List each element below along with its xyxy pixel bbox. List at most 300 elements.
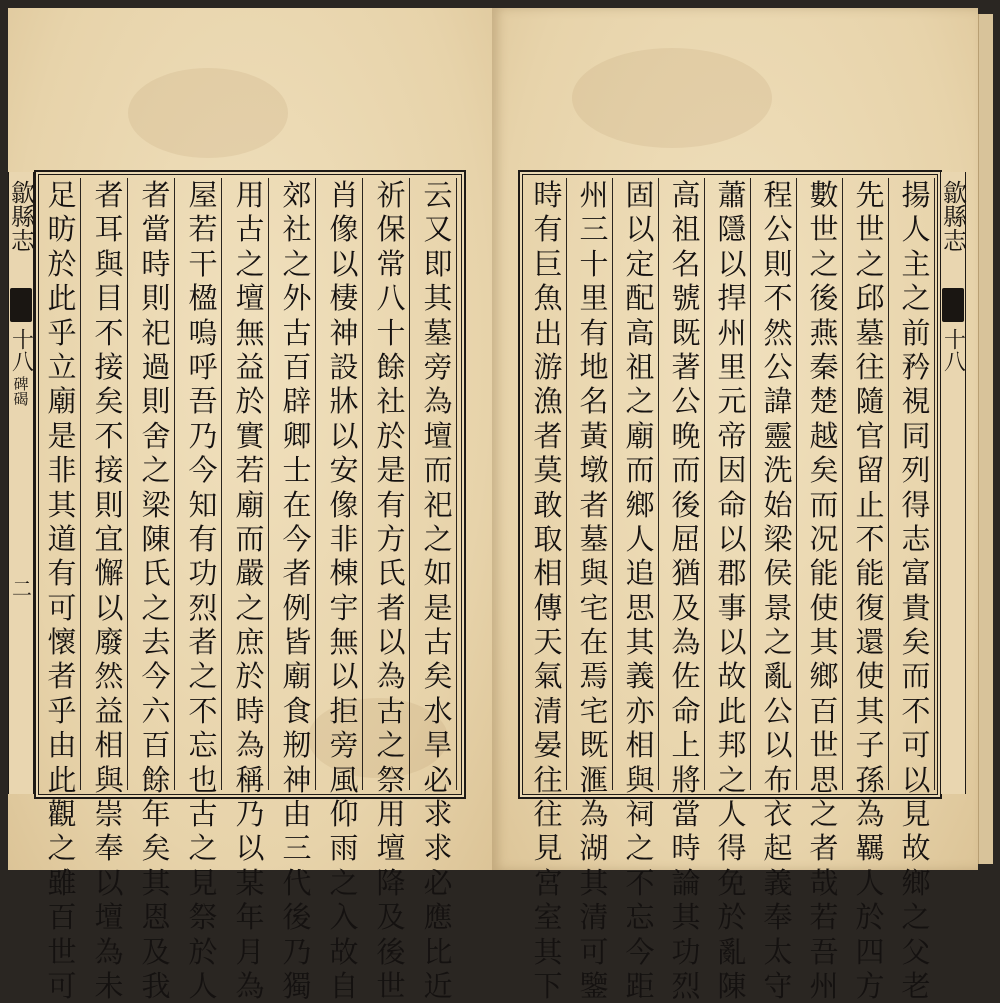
text-character: 留 [855,453,885,488]
text-character: 矣 [901,625,931,660]
text-character: 子 [855,728,885,763]
text-character: 旁 [423,349,453,384]
text-character: 其 [533,934,563,969]
text-column [138,178,175,1003]
text-character: 我 [141,968,171,1003]
text-character: 者 [141,178,171,212]
text-column [668,178,705,1003]
text-character: 先 [855,178,885,212]
text-character: 守 [763,968,793,1003]
text-character: 鄉 [809,659,839,694]
text-character: 則 [94,487,124,522]
text-character: 益 [235,349,265,384]
text-character: 宇 [329,590,359,625]
text-character: 布 [763,762,793,797]
text-character: 者 [188,625,218,660]
text-character: 及 [376,900,406,935]
text-character: 廟 [47,384,77,419]
text-character: 復 [855,590,885,625]
text-character: 名 [579,384,609,419]
text-character: 入 [329,900,359,935]
text-character: 追 [625,556,655,591]
text-character: 不 [94,418,124,453]
text-column [622,178,659,1003]
text-character: 安 [329,453,359,488]
text-character: 氣 [533,659,563,694]
text-character: 莫 [533,453,563,488]
text-character: 肖 [329,178,359,212]
text-character: 以 [376,625,406,660]
text-character: 老 [901,968,931,1003]
text-character: 自 [329,968,359,1003]
text-character: 之 [141,590,171,625]
text-character: 捍 [717,281,747,316]
text-character: 四 [855,934,885,969]
text-character: 必 [423,762,453,797]
text-character: 不 [625,865,655,900]
text-character: 某 [235,865,265,900]
text-character: 後 [376,934,406,969]
text-character: 乃 [235,797,265,832]
text-character: 方 [376,521,406,556]
text-character: 墓 [855,315,885,350]
text-character: 高 [625,315,655,350]
text-character: 邦 [717,728,747,763]
text-character: 宜 [94,521,124,556]
text-character: 不 [901,693,931,728]
text-character: 拒 [329,693,359,728]
text-character: 與 [94,246,124,281]
text-character: 之 [763,625,793,660]
text-character: 既 [579,728,609,763]
text-character: 其 [671,900,701,935]
text-character: 壇 [94,900,124,935]
text-character: 梁 [141,487,171,522]
text-character: 於 [717,900,747,935]
text-character: 羈 [855,831,885,866]
text-character: 無 [329,625,359,660]
text-character: 氏 [141,556,171,591]
text-character: 若 [188,212,218,247]
text-character: 則 [141,281,171,316]
text-character: 無 [235,315,265,350]
text-character: 世 [47,934,77,969]
text-character: 墓 [579,521,609,556]
text-character: 義 [763,865,793,900]
text-character: 其 [47,487,77,522]
text-character: 室 [533,900,563,935]
text-character: 由 [47,728,77,763]
text-character: 舍 [141,418,171,453]
text-character: 為 [235,728,265,763]
text-character: 後 [809,281,839,316]
text-character: 神 [329,315,359,350]
text-character: 游 [533,349,563,384]
text-character: 乃 [282,934,312,969]
text-character: 其 [141,865,171,900]
text-character: 今 [188,453,218,488]
text-character: 祠 [625,797,655,832]
text-column [326,178,363,1003]
text-character: 者 [282,556,312,591]
text-character: 百 [809,693,839,728]
right-text-block [518,170,942,1003]
text-character: 隨 [855,384,885,419]
text-character: 百 [282,349,312,384]
text-character: 道 [47,521,77,556]
text-character: 皆 [282,625,312,660]
text-character: 仰 [329,797,359,832]
text-character: 是 [376,453,406,488]
text-character: 邱 [855,281,885,316]
text-character: 越 [809,418,839,453]
text-character: 既 [671,315,701,350]
text-character: 風 [329,762,359,797]
text-character: 奉 [763,900,793,935]
volume-number: 十八 [8,328,34,372]
text-character: 昉 [47,212,77,247]
text-character: 以 [763,728,793,763]
text-character: 為 [423,384,453,419]
text-character: 者 [47,659,77,694]
text-character: 而 [671,453,701,488]
text-character: 比 [423,934,453,969]
text-character: 此 [717,693,747,728]
text-character: 可 [47,590,77,625]
text-column [806,178,843,1003]
text-character: 過 [141,349,171,384]
text-character: 洗 [763,453,793,488]
text-character: 志 [901,521,931,556]
text-character: 湖 [579,831,609,866]
text-character: 定 [625,246,655,281]
text-character: 干 [188,246,218,281]
text-character: 人 [717,797,747,832]
text-character: 下 [533,968,563,1003]
text-column [232,178,269,1003]
text-character: 滙 [579,762,609,797]
text-character: 亦 [625,693,655,728]
text-character: 前 [901,315,931,350]
text-character: 猶 [671,556,701,591]
text-character: 後 [671,487,701,522]
text-column [279,178,316,1003]
text-column [714,178,751,1003]
text-character: 清 [579,900,609,935]
text-character: 鄉 [901,865,931,900]
text-character: 食 [282,693,312,728]
text-character: 其 [423,281,453,316]
text-character: 之 [235,590,265,625]
text-character: 黃 [579,418,609,453]
text-character: 方 [855,968,885,1003]
text-character: 必 [423,865,453,900]
text-character: 耳 [94,212,124,247]
page-edge [978,14,993,864]
text-character: 以 [901,762,931,797]
text-character: 矣 [809,453,839,488]
text-character: 魚 [533,281,563,316]
text-character: 十 [376,315,406,350]
text-character: 壇 [423,418,453,453]
text-character: 人 [855,865,885,900]
text-character: 公 [671,384,701,419]
text-character: 觀 [47,797,77,832]
text-character: 思 [809,762,839,797]
text-character: 降 [376,865,406,900]
text-character: 保 [376,212,406,247]
text-character: 始 [763,487,793,522]
text-character: 士 [282,453,312,488]
text-character: 古 [376,693,406,728]
text-character: 之 [329,865,359,900]
text-character: 論 [671,865,701,900]
text-character: 氏 [376,556,406,591]
text-character: 然 [763,315,793,350]
text-character: 當 [671,797,701,832]
text-character: 嚴 [235,556,265,591]
text-character: 雖 [47,865,77,900]
text-character: 宅 [579,590,609,625]
text-character: 人 [901,212,931,247]
text-character: 蕭 [717,178,747,212]
text-character: 剏 [282,728,312,763]
text-character: 墓 [423,315,453,350]
text-character: 楹 [188,281,218,316]
text-column [530,178,567,1003]
text-character: 其 [855,693,885,728]
text-character: 者 [533,418,563,453]
text-character: 壇 [376,831,406,866]
text-character: 矣 [141,831,171,866]
text-character: 往 [533,762,563,797]
text-character: 外 [282,281,312,316]
text-character: 名 [671,246,701,281]
text-character: 地 [579,349,609,384]
text-character: 時 [141,246,171,281]
text-column [185,178,222,1003]
text-character: 不 [94,315,124,350]
text-character: 旱 [423,728,453,763]
text-character: 是 [47,418,77,453]
text-character: 廟 [625,418,655,453]
text-character: 棲 [329,281,359,316]
text-character: 配 [625,281,655,316]
fish-tail-mark [942,288,964,322]
text-character: 今 [625,934,655,969]
text-character: 郡 [717,556,747,591]
text-character: 懷 [47,625,77,660]
text-character: 止 [855,487,885,522]
text-character: 宮 [533,865,563,900]
text-character: 廢 [94,625,124,660]
text-character: 父 [901,934,931,969]
text-character: 為 [855,797,885,832]
text-character: 之 [625,384,655,419]
text-character: 即 [423,246,453,281]
text-character: 世 [376,968,406,1003]
text-character: 鑒 [579,968,609,1003]
text-character: 嗚 [188,315,218,350]
text-character: 求 [423,797,453,832]
text-character: 於 [376,418,406,453]
text-character: 而 [809,487,839,522]
text-character: 立 [47,349,77,384]
text-character: 實 [235,418,265,453]
text-character: 公 [763,349,793,384]
text-character: 景 [763,590,793,625]
text-character: 辟 [282,384,312,419]
text-character: 人 [625,521,655,556]
text-character: 用 [376,797,406,832]
text-character: 旁 [329,728,359,763]
text-character: 之 [717,762,747,797]
text-character: 敢 [533,487,563,522]
text-character: 之 [47,831,77,866]
text-column [373,178,410,1003]
text-character: 能 [809,556,839,591]
text-character: 距 [625,968,655,1003]
text-character: 常 [376,246,406,281]
text-character: 之 [141,453,171,488]
text-character: 古 [235,212,265,247]
text-character: 公 [763,693,793,728]
text-character: 忘 [188,728,218,763]
text-character: 之 [809,797,839,832]
text-character: 此 [47,281,77,316]
text-character: 以 [329,246,359,281]
text-character: 而 [235,521,265,556]
text-character: 將 [671,762,701,797]
text-character: 不 [763,281,793,316]
text-character: 呼 [188,349,218,384]
text-character: 里 [717,349,747,384]
volume-number: 十八 [940,328,966,372]
text-character: 思 [625,590,655,625]
text-character: 雨 [329,831,359,866]
text-character: 見 [188,865,218,900]
text-character: 固 [625,178,655,212]
text-character: 古 [423,625,453,660]
text-character: 為 [671,625,701,660]
text-character: 可 [579,934,609,969]
text-character: 靈 [763,418,793,453]
text-character: 著 [671,349,701,384]
text-character: 之 [855,246,885,281]
text-character: 足 [47,178,77,212]
text-character: 同 [901,418,931,453]
text-character: 使 [809,590,839,625]
text-character: 揚 [901,178,931,212]
text-character: 於 [235,384,265,419]
text-character: 相 [625,728,655,763]
text-character: 以 [235,831,265,866]
text-character: 用 [235,178,265,212]
text-character: 出 [533,315,563,350]
text-column [91,178,128,1003]
text-character: 之 [901,900,931,935]
text-character: 屈 [671,521,701,556]
text-column [898,178,935,1003]
text-character: 與 [579,556,609,591]
text-character: 祭 [376,762,406,797]
text-character: 由 [282,797,312,832]
text-character: 命 [717,487,747,522]
text-character: 漁 [533,384,563,419]
text-character: 貴 [901,590,931,625]
text-column [852,178,889,1003]
text-character: 故 [717,659,747,694]
text-character: 矜 [901,349,931,384]
text-character: 非 [329,521,359,556]
text-character: 此 [47,762,77,797]
text-character: 之 [188,659,218,694]
text-character: 是 [423,590,453,625]
text-character: 庶 [235,625,265,660]
text-character: 社 [376,384,406,419]
text-character: 諱 [763,384,793,419]
text-character: 之 [235,246,265,281]
text-character: 往 [533,797,563,832]
text-character: 崇 [94,797,124,832]
text-character: 州 [579,178,609,212]
text-column [420,178,457,1003]
text-character: 楚 [809,384,839,419]
text-character: 相 [94,728,124,763]
text-character: 八 [376,281,406,316]
text-character: 例 [282,590,312,625]
text-column [44,178,81,1003]
text-character: 為 [376,659,406,694]
text-column [760,178,797,1003]
text-character: 列 [901,453,931,488]
text-character: 免 [717,865,747,900]
text-character: 於 [188,934,218,969]
text-character: 者 [809,831,839,866]
text-character: 官 [855,418,885,453]
text-character: 三 [579,212,609,247]
text-character: 其 [809,625,839,660]
text-character: 為 [94,934,124,969]
text-character: 奉 [94,831,124,866]
text-character: 則 [763,246,793,281]
text-character: 代 [282,865,312,900]
text-character: 可 [901,728,931,763]
text-character: 鄉 [625,487,655,522]
text-character: 為 [235,968,265,1003]
text-character: 數 [809,178,839,212]
text-character: 祖 [625,349,655,384]
text-character: 巨 [533,246,563,281]
text-character: 里 [579,281,609,316]
text-character: 與 [625,762,655,797]
text-character: 能 [855,556,885,591]
text-character: 主 [901,246,931,281]
text-character: 燕 [809,315,839,350]
right-margin-strip [940,172,966,794]
text-character: 者 [579,487,609,522]
text-character: 富 [901,556,931,591]
text-character: 年 [141,797,171,832]
text-character: 祈 [376,178,406,212]
text-character: 古 [282,315,312,350]
text-character: 而 [901,659,931,694]
text-character: 功 [188,556,218,591]
text-character: 知 [188,487,218,522]
text-character: 者 [94,178,124,212]
text-character: 元 [717,384,747,419]
text-character: 水 [423,693,453,728]
